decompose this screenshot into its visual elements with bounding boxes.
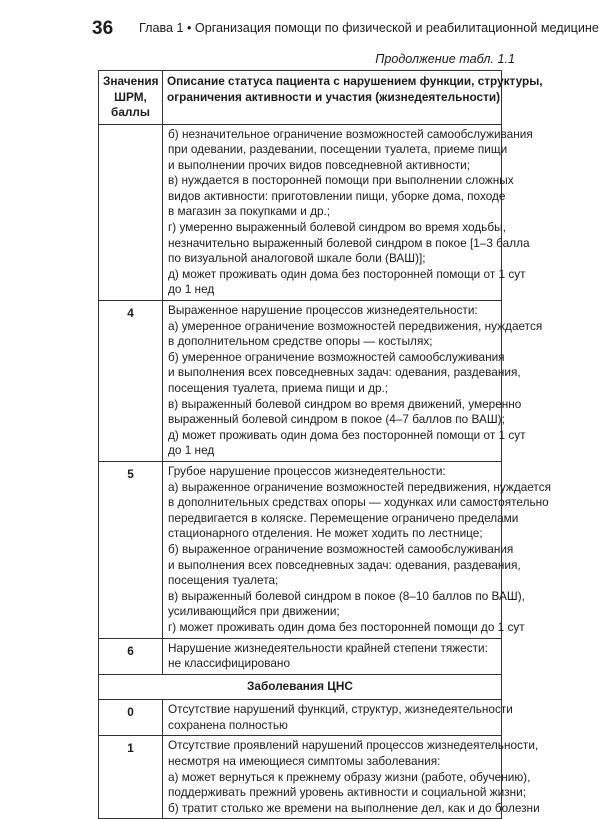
table-row bbox=[99, 461, 502, 638]
description-cell bbox=[163, 301, 543, 462]
description-line: Отсутствие проявлений нарушений процессов жизнедеятельности, bbox=[168, 738, 539, 753]
score-cell: 1 bbox=[99, 736, 163, 819]
description-line: выраженный болевой синдром в покое (4–7 баллов по ВАШ); bbox=[168, 412, 505, 427]
description-line: посещения туалета, приема пищи и др.; bbox=[168, 381, 389, 395]
description-line: Отсутствие нарушений функций, структур, жизнедеятельности bbox=[168, 702, 513, 717]
description-line: посещения туалета; bbox=[168, 573, 279, 588]
description-line: в) выраженный болевой синдром в покое (8–10 баллов по ВАШ), bbox=[168, 588, 525, 603]
description-line: в) выраженный болевой синдром во время движений, умеренно bbox=[168, 396, 522, 411]
table-row bbox=[99, 638, 502, 674]
description-line: до 1 нед bbox=[168, 443, 215, 458]
running-head: Глава 1 • Организация помощи по физической и реабилитационной медицине bbox=[139, 21, 599, 35]
description-line: видов активности: приготовлении пищи, уборке дома, походе bbox=[168, 188, 506, 203]
description-line: б) тратит столько же времени на выполнение дел, как и до болезни bbox=[168, 800, 540, 815]
description-line: б) умеренное ограничение возможностей самообслуживания bbox=[168, 349, 505, 364]
description-line: по визуальной аналоговой шкале боли (ВАШ)]; bbox=[168, 251, 426, 266]
description-line: а) умеренное ограничение возможностей передвижения, нуждается bbox=[168, 318, 543, 333]
description-cell bbox=[163, 700, 513, 736]
description-cell bbox=[163, 638, 502, 674]
description-line: г) умеренно выраженный болевой синдром во время ходьбы, bbox=[168, 220, 506, 235]
description-line: а) выраженное ограничение возможностей передвижения, нуждается bbox=[168, 479, 551, 494]
header-line: Значения bbox=[103, 74, 159, 88]
description-line: б) выраженное ограничение возможностей самообслуживания bbox=[168, 541, 514, 556]
section-title: Заболевания ЦНС bbox=[99, 674, 502, 700]
description-line: и выполнения всех повседневных задач: одевания, раздевания, bbox=[168, 365, 521, 380]
description-line: не классифицировано bbox=[168, 656, 291, 671]
description-line: д) может проживать один дома без посторонней помощи от 1 сут bbox=[168, 266, 526, 281]
score-column-header bbox=[99, 71, 163, 125]
description-line: поддерживать прежний уровень активности и социальной жизни; bbox=[168, 785, 527, 800]
description-line: несмотря на имеющиеся симптомы заболевания: bbox=[168, 754, 441, 769]
scale-table bbox=[98, 70, 551, 819]
header-line: ограничения активности и участия (жизнедеятельности) bbox=[167, 89, 501, 104]
score-cell: 5 bbox=[99, 461, 163, 638]
description-cell bbox=[163, 124, 533, 301]
table-continuation-label: Продолжение табл. 1.1 bbox=[375, 52, 515, 66]
description-line: в магазин за покупками и др.; bbox=[168, 204, 331, 219]
description-line: передвигается в коляске. Перемещение ограничено пределами bbox=[168, 510, 519, 525]
description-line: Выраженное нарушение процессов жизнедеятельности: bbox=[168, 303, 478, 318]
score-cell: 4 bbox=[99, 301, 163, 462]
page-header bbox=[92, 18, 599, 42]
table-row bbox=[99, 124, 502, 301]
description-line: до 1 нед bbox=[168, 282, 215, 297]
section-row bbox=[99, 674, 502, 700]
description-line: Грубое нарушение процессов жизнедеятельности: bbox=[168, 463, 446, 478]
score-cell: 6 bbox=[99, 638, 163, 674]
description-line: а) может вернуться к прежнему образу жизни (работе, обучению), bbox=[168, 769, 531, 784]
description-line: незначительно выраженный болевой синдром в покое [1–3 балла bbox=[168, 235, 530, 250]
description-line: д) может проживать один дома без посторонней помощи от 1 сут bbox=[168, 427, 526, 442]
description-line: Нарушение жизнедеятельности крайней степени тяжести: bbox=[168, 640, 488, 655]
description-cell bbox=[163, 736, 540, 819]
table-row bbox=[99, 700, 502, 736]
score-cell: 0 bbox=[99, 700, 163, 736]
header-line: Описание статуса пациента с нарушением функции, структуры, bbox=[167, 74, 543, 88]
description-line: при одевании, раздевании, посещении туалета, приеме пищи bbox=[168, 142, 508, 157]
description-line: б) незначительное ограничение возможностей самообслуживания bbox=[168, 126, 533, 141]
description-column-header bbox=[163, 71, 543, 125]
description-line: в) нуждается в посторонней помощи при выполнении сложных bbox=[168, 173, 514, 188]
description-line: усиливающийся при движении; bbox=[168, 604, 340, 619]
header-line: баллы bbox=[111, 105, 150, 119]
description-line: г) может проживать один дома без посторонней помощи до 1 сут bbox=[168, 619, 525, 634]
description-cell bbox=[163, 461, 551, 638]
description-line: и выполнении прочих видов повседневной активности; bbox=[168, 157, 471, 172]
score-cell bbox=[99, 124, 163, 301]
table-row bbox=[99, 736, 502, 819]
description-line: в дополнительных средствах опоры — ходунках или самостоятельно bbox=[168, 495, 549, 510]
table-header-row bbox=[99, 71, 502, 125]
header-line: ШРМ, bbox=[114, 89, 147, 104]
page-number: 36 bbox=[92, 18, 114, 39]
description-line: сохранена полностью bbox=[168, 717, 288, 732]
description-line: и выполнения всех повседневных задач: одевания, раздевания, bbox=[168, 557, 521, 572]
description-line: стационарного отделения. Не может ходить по лестнице; bbox=[168, 526, 483, 541]
description-line: в дополнительном средстве опоры — костылях; bbox=[168, 334, 433, 349]
table-row bbox=[99, 301, 502, 462]
